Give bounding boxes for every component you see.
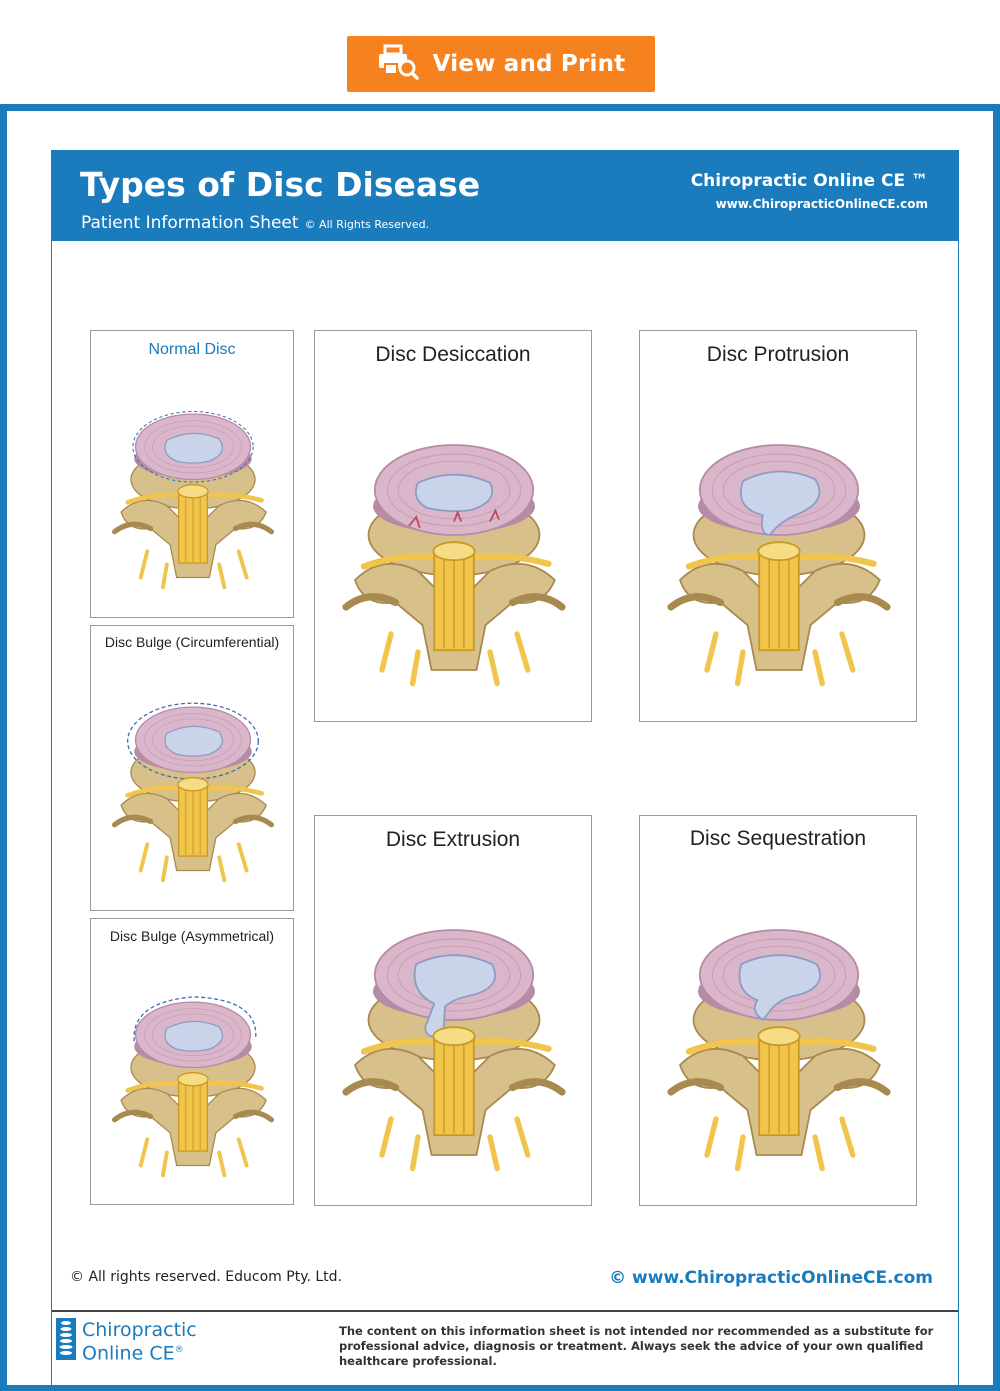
vertebra-illustration: [319, 379, 589, 709]
vertebra-illustration: [95, 361, 291, 611]
vertebra-illustration: [644, 864, 914, 1194]
printer-search-icon: [377, 44, 419, 85]
caption-disc-protrusion: Disc Protrusion: [706, 343, 850, 366]
panel-disc-sequestration: [639, 815, 917, 1206]
panel-normal-disc: [90, 330, 294, 618]
logo-text: [82, 1320, 197, 1363]
caption-disc-desiccation: Disc Desiccation: [375, 343, 531, 366]
footer-divider: [52, 1310, 958, 1312]
header-url[interactable]: www.ChiropracticOnlineCE.com: [715, 197, 928, 211]
vertebra-illustration: [644, 379, 914, 709]
panel-disc-bulge-circumferential: [90, 625, 294, 911]
panel-disc-bulge-asymmetrical: [90, 918, 294, 1205]
disclaimer-text: The content on this information sheet is not intended nor recommended as a substitute for professional advice, diagnosis or treatment. Always seek the advice of your own qualified healthcare professional.: [339, 1324, 934, 1368]
caption-disc-bulge-circumferential: Disc Bulge (Circumferential): [104, 634, 280, 650]
view-print-button[interactable]: [347, 36, 655, 92]
page-title: Types of Disc Disease: [80, 165, 481, 204]
rights-text: © All Rights Reserved.: [304, 218, 430, 231]
page-subtitle: [81, 213, 429, 233]
caption-disc-sequestration: Disc Sequestration: [689, 827, 867, 850]
header-banner: [52, 151, 958, 241]
logo-line1: Chiropractic: [82, 1318, 197, 1341]
vertebra-illustration: [95, 949, 291, 1199]
vertebra-illustration: [319, 864, 589, 1194]
vertebra-illustration: [95, 654, 291, 904]
brand-name: Chiropractic Online CE ™: [690, 171, 928, 191]
panel-disc-protrusion: [639, 330, 917, 722]
footer-copyright: © All rights reserved. Educom Pty. Ltd.: [70, 1269, 343, 1285]
caption-disc-bulge-asymmetrical: Disc Bulge (Asymmetrical): [109, 928, 275, 944]
panel-disc-extrusion: [314, 815, 592, 1206]
spine-icon: [56, 1318, 76, 1365]
caption-disc-extrusion: Disc Extrusion: [385, 828, 521, 851]
view-print-label: View and Print: [432, 51, 626, 77]
footer-url-link[interactable]: © www.ChiropracticOnlineCE.com: [609, 1268, 933, 1288]
chiropractic-online-logo: [56, 1318, 197, 1365]
registered-mark: ®: [174, 1344, 184, 1355]
subtitle-text: Patient Information Sheet: [81, 213, 299, 233]
panel-disc-desiccation: [314, 330, 592, 722]
caption-normal-disc: Normal Disc: [148, 341, 236, 358]
logo-line2: Online CE: [82, 1342, 175, 1365]
